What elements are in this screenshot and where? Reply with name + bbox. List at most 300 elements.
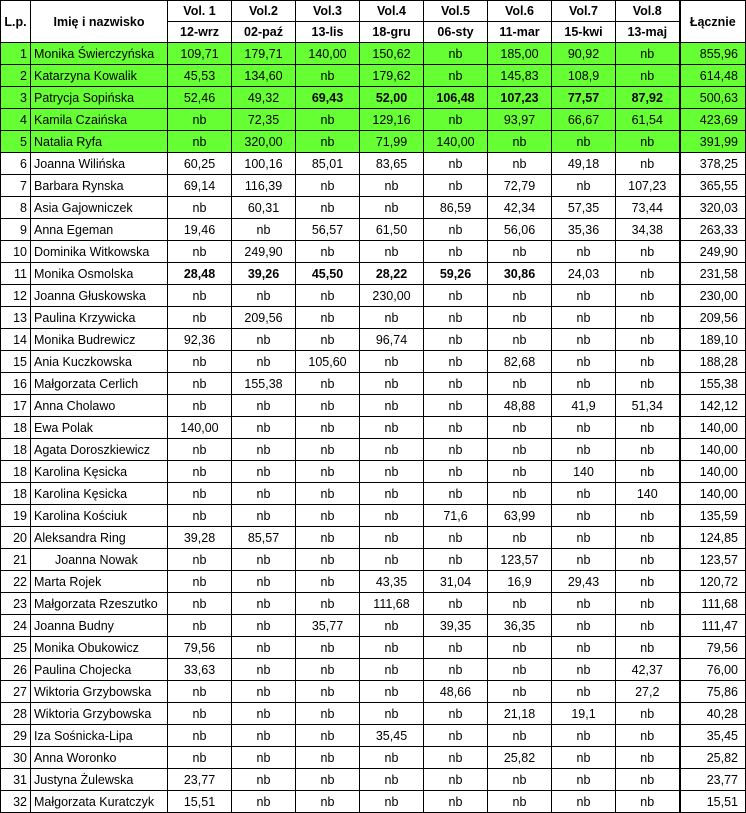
cell-total: 120,72 [680, 571, 746, 593]
table-row [1, 615, 746, 637]
cell-score: nb [616, 153, 680, 175]
header-date: 13-maj [616, 22, 680, 43]
cell-score: 179,62 [360, 65, 424, 87]
cell-total: 124,85 [680, 527, 746, 549]
cell-score: nb [168, 241, 232, 263]
cell-score: 79,56 [168, 637, 232, 659]
cell-score: nb [424, 439, 488, 461]
cell-score: 34,38 [616, 219, 680, 241]
cell-score: nb [296, 527, 360, 549]
cell-score: 90,92 [552, 43, 616, 65]
cell-score: 140 [552, 461, 616, 483]
cell-total: 500,63 [680, 87, 746, 109]
header-vol: Vol.4 [360, 1, 424, 22]
cell-score: nb [488, 593, 552, 615]
cell-score: nb [616, 615, 680, 637]
cell-score: 106,48 [424, 87, 488, 109]
cell-score: 109,71 [168, 43, 232, 65]
cell-score: nb [488, 417, 552, 439]
cell-score: 41,9 [552, 395, 616, 417]
cell-score: nb [360, 307, 424, 329]
cell-score: 72,79 [488, 175, 552, 197]
table-row [1, 373, 746, 395]
cell-score: nb [488, 637, 552, 659]
table-row [1, 791, 746, 813]
cell-score: nb [232, 747, 296, 769]
cell-score: nb [360, 241, 424, 263]
cell-score: 72,35 [232, 109, 296, 131]
cell-name: Paulina Krzywicka [31, 307, 168, 329]
header-vol: Vol.2 [232, 1, 296, 22]
table-row [1, 285, 746, 307]
cell-score: nb [168, 593, 232, 615]
cell-score: 43,35 [360, 571, 424, 593]
cell-score: 60,31 [232, 197, 296, 219]
cell-score: nb [296, 175, 360, 197]
cell-score: nb [296, 439, 360, 461]
cell-score: nb [296, 725, 360, 747]
cell-score: 61,50 [360, 219, 424, 241]
cell-score: 69,14 [168, 175, 232, 197]
cell-name: Anna Cholawo [31, 395, 168, 417]
cell-name: Karolina Kęsicka [31, 483, 168, 505]
cell-score: nb [296, 747, 360, 769]
cell-name: Małgorzata Kuratczyk [31, 791, 168, 813]
cell-score: nb [232, 703, 296, 725]
cell-score: nb [424, 395, 488, 417]
cell-score: nb [616, 417, 680, 439]
cell-score: 100,16 [232, 153, 296, 175]
cell-score: nb [488, 527, 552, 549]
table-row [1, 43, 746, 65]
cell-score: nb [616, 769, 680, 791]
cell-score: nb [232, 549, 296, 571]
cell-score: nb [360, 703, 424, 725]
header-date: 13-lis [296, 22, 360, 43]
cell-score: nb [488, 725, 552, 747]
cell-score: nb [488, 373, 552, 395]
cell-score: nb [168, 571, 232, 593]
cell-lp: 29 [1, 725, 31, 747]
cell-score: nb [424, 461, 488, 483]
cell-name: Małgorzata Rzeszutko [31, 593, 168, 615]
cell-lp: 11 [1, 263, 31, 285]
cell-score: nb [168, 373, 232, 395]
cell-score: nb [616, 131, 680, 153]
cell-lp: 1 [1, 43, 31, 65]
cell-total: 391,99 [680, 131, 746, 153]
table-row [1, 351, 746, 373]
table-row [1, 461, 746, 483]
cell-score: 87,92 [616, 87, 680, 109]
cell-name: Monika Obukowicz [31, 637, 168, 659]
cell-total: 135,59 [680, 505, 746, 527]
cell-score: 69,43 [296, 87, 360, 109]
cell-score: 45,50 [296, 263, 360, 285]
cell-score: 51,34 [616, 395, 680, 417]
cell-score: nb [616, 65, 680, 87]
cell-score: 107,23 [616, 175, 680, 197]
table-row [1, 417, 746, 439]
cell-score: nb [360, 373, 424, 395]
cell-name: Ewa Polak [31, 417, 168, 439]
cell-lp: 18 [1, 483, 31, 505]
cell-total: 79,56 [680, 637, 746, 659]
header-total: Łącznie [680, 1, 746, 43]
cell-lp: 27 [1, 681, 31, 703]
cell-score: nb [488, 241, 552, 263]
cell-score: nb [232, 725, 296, 747]
cell-score: nb [168, 747, 232, 769]
header-vol: Vol.7 [552, 1, 616, 22]
cell-score: nb [616, 637, 680, 659]
cell-lp: 28 [1, 703, 31, 725]
cell-name: Wiktoria Grzybowska [31, 681, 168, 703]
cell-score: 35,45 [360, 725, 424, 747]
header-date: 02-paź [232, 22, 296, 43]
cell-total: 76,00 [680, 659, 746, 681]
cell-total: 188,28 [680, 351, 746, 373]
cell-score: nb [360, 769, 424, 791]
cell-score: nb [296, 417, 360, 439]
cell-score: nb [296, 637, 360, 659]
cell-score: nb [168, 549, 232, 571]
table-row [1, 703, 746, 725]
cell-score: 49,18 [552, 153, 616, 175]
cell-lp: 32 [1, 791, 31, 813]
header-vol: Vol.8 [616, 1, 680, 22]
cell-total: 365,55 [680, 175, 746, 197]
cell-score: 140,00 [424, 131, 488, 153]
cell-name: Monika Osmolska [31, 263, 168, 285]
cell-score: 48,88 [488, 395, 552, 417]
cell-score: nb [552, 175, 616, 197]
cell-score: nb [488, 769, 552, 791]
cell-score: nb [552, 241, 616, 263]
cell-score: nb [424, 549, 488, 571]
cell-score: nb [488, 659, 552, 681]
cell-score: nb [424, 329, 488, 351]
cell-score: nb [360, 197, 424, 219]
cell-score: nb [488, 439, 552, 461]
cell-score: nb [232, 791, 296, 813]
cell-score: nb [360, 395, 424, 417]
cell-lp: 12 [1, 285, 31, 307]
cell-score: 71,99 [360, 131, 424, 153]
cell-score: nb [552, 483, 616, 505]
cell-score: nb [424, 285, 488, 307]
cell-score: nb [552, 549, 616, 571]
cell-score: 60,25 [168, 153, 232, 175]
cell-score: 52,00 [360, 87, 424, 109]
cell-score: nb [552, 329, 616, 351]
cell-score: nb [360, 461, 424, 483]
cell-name: Paulina Chojecka [31, 659, 168, 681]
cell-score: 39,26 [232, 263, 296, 285]
cell-score: 28,22 [360, 263, 424, 285]
cell-score: nb [232, 593, 296, 615]
cell-score: nb [616, 527, 680, 549]
cell-score: nb [552, 131, 616, 153]
table-row [1, 593, 746, 615]
cell-score: nb [232, 395, 296, 417]
cell-score: nb [552, 417, 616, 439]
cell-score: 29,43 [552, 571, 616, 593]
cell-lp: 18 [1, 417, 31, 439]
cell-score: 107,23 [488, 87, 552, 109]
cell-score: nb [296, 373, 360, 395]
cell-score: nb [296, 505, 360, 527]
cell-score: nb [360, 483, 424, 505]
cell-score: 93,97 [488, 109, 552, 131]
cell-lp: 17 [1, 395, 31, 417]
cell-score: nb [296, 307, 360, 329]
cell-score: nb [488, 461, 552, 483]
cell-score: nb [424, 241, 488, 263]
cell-name: Karolina Kęsicka [31, 461, 168, 483]
cell-total: 209,56 [680, 307, 746, 329]
cell-score: nb [296, 483, 360, 505]
cell-score: nb [424, 791, 488, 813]
table-row [1, 109, 746, 131]
cell-total: 142,12 [680, 395, 746, 417]
cell-score: 57,35 [552, 197, 616, 219]
cell-score: nb [296, 395, 360, 417]
cell-score: nb [616, 43, 680, 65]
cell-score: nb [360, 351, 424, 373]
table-row [1, 65, 746, 87]
table-row [1, 681, 746, 703]
cell-name: Wiktoria Grzybowska [31, 703, 168, 725]
cell-score: nb [424, 219, 488, 241]
cell-score: 52,46 [168, 87, 232, 109]
cell-score: nb [552, 373, 616, 395]
cell-score: nb [616, 351, 680, 373]
cell-score: 249,90 [232, 241, 296, 263]
cell-score: nb [488, 329, 552, 351]
cell-score: nb [360, 681, 424, 703]
cell-total: 263,33 [680, 219, 746, 241]
table-row [1, 307, 746, 329]
table-row [1, 747, 746, 769]
cell-total: 140,00 [680, 417, 746, 439]
cell-lp: 19 [1, 505, 31, 527]
cell-score: 129,16 [360, 109, 424, 131]
header-lp: L.p. [1, 1, 31, 43]
cell-lp: 6 [1, 153, 31, 175]
cell-score: 56,57 [296, 219, 360, 241]
cell-lp: 18 [1, 439, 31, 461]
table-row [1, 571, 746, 593]
cell-score: 42,34 [488, 197, 552, 219]
cell-score: nb [424, 725, 488, 747]
cell-name: Monika Budrewicz [31, 329, 168, 351]
cell-score: nb [296, 241, 360, 263]
cell-score: nb [424, 637, 488, 659]
cell-score: nb [552, 505, 616, 527]
cell-score: nb [488, 307, 552, 329]
cell-name: Małgorzata Cerlich [31, 373, 168, 395]
cell-score: nb [296, 659, 360, 681]
cell-score: 21,18 [488, 703, 552, 725]
cell-total: 123,57 [680, 549, 746, 571]
cell-score: nb [552, 747, 616, 769]
cell-score: nb [296, 593, 360, 615]
cell-score: 85,01 [296, 153, 360, 175]
cell-name: Karolina Kościuk [31, 505, 168, 527]
cell-score: 15,51 [168, 791, 232, 813]
cell-lp: 25 [1, 637, 31, 659]
cell-score: 111,68 [360, 593, 424, 615]
cell-score: nb [232, 219, 296, 241]
cell-total: 15,51 [680, 791, 746, 813]
table-row [1, 549, 746, 571]
table-row [1, 527, 746, 549]
cell-total: 614,48 [680, 65, 746, 87]
header-vol: Vol.3 [296, 1, 360, 22]
cell-score: nb [488, 285, 552, 307]
cell-name: Ania Kuczkowska [31, 351, 168, 373]
cell-name: Marta Rojek [31, 571, 168, 593]
cell-score: nb [360, 659, 424, 681]
cell-score: nb [616, 307, 680, 329]
cell-total: 189,10 [680, 329, 746, 351]
cell-score: nb [552, 439, 616, 461]
cell-score: nb [488, 153, 552, 175]
cell-lp: 13 [1, 307, 31, 329]
cell-score: nb [360, 747, 424, 769]
cell-score: 39,28 [168, 527, 232, 549]
cell-name: Anna Woronko [31, 747, 168, 769]
cell-score: 155,38 [232, 373, 296, 395]
cell-name: Joanna Głuskowska [31, 285, 168, 307]
cell-name: Justyna Żulewska [31, 769, 168, 791]
cell-score: 140 [616, 483, 680, 505]
cell-score: nb [232, 329, 296, 351]
cell-score: nb [552, 769, 616, 791]
cell-name: Barbara Rynska [31, 175, 168, 197]
cell-score: nb [296, 285, 360, 307]
cell-total: 140,00 [680, 439, 746, 461]
cell-score: nb [168, 505, 232, 527]
cell-score: 30,86 [488, 263, 552, 285]
cell-score: nb [424, 351, 488, 373]
cell-score: 24,03 [552, 263, 616, 285]
cell-score: nb [424, 593, 488, 615]
cell-score: nb [424, 659, 488, 681]
cell-score: nb [232, 571, 296, 593]
cell-score: 92,36 [168, 329, 232, 351]
cell-score: 83,65 [360, 153, 424, 175]
cell-score: nb [360, 791, 424, 813]
cell-score: nb [168, 439, 232, 461]
cell-score: 19,1 [552, 703, 616, 725]
cell-total: 40,28 [680, 703, 746, 725]
table-row [1, 241, 746, 263]
cell-score: nb [360, 175, 424, 197]
cell-score: nb [168, 395, 232, 417]
cell-score: 48,66 [424, 681, 488, 703]
cell-lp: 15 [1, 351, 31, 373]
cell-score: 16,9 [488, 571, 552, 593]
cell-lp: 30 [1, 747, 31, 769]
cell-score: 35,77 [296, 615, 360, 637]
cell-lp: 16 [1, 373, 31, 395]
cell-total: 140,00 [680, 461, 746, 483]
cell-score: nb [360, 505, 424, 527]
cell-score: nb [296, 461, 360, 483]
cell-lp: 18 [1, 461, 31, 483]
cell-score: nb [616, 285, 680, 307]
cell-score: nb [424, 175, 488, 197]
cell-name: Agata Doroszkiewicz [31, 439, 168, 461]
cell-score: nb [360, 417, 424, 439]
cell-score: 140,00 [296, 43, 360, 65]
cell-score: 66,67 [552, 109, 616, 131]
cell-score: nb [296, 197, 360, 219]
cell-score: nb [296, 329, 360, 351]
cell-score: 77,57 [552, 87, 616, 109]
cell-score: nb [360, 615, 424, 637]
cell-score: 140,00 [168, 417, 232, 439]
cell-total: 111,68 [680, 593, 746, 615]
cell-score: 23,77 [168, 769, 232, 791]
cell-score: nb [616, 791, 680, 813]
cell-name: Natalia Ryfa [31, 131, 168, 153]
header-vol: Vol.5 [424, 1, 488, 22]
cell-lp: 3 [1, 87, 31, 109]
table-row [1, 87, 746, 109]
cell-score: nb [168, 197, 232, 219]
cell-name: Joanna Wilińska [31, 153, 168, 175]
cell-score: 45,53 [168, 65, 232, 87]
cell-score: 85,57 [232, 527, 296, 549]
table-row [1, 131, 746, 153]
table-row [1, 395, 746, 417]
cell-lp: 9 [1, 219, 31, 241]
cell-score: nb [296, 131, 360, 153]
cell-lp: 8 [1, 197, 31, 219]
cell-score: 42,37 [616, 659, 680, 681]
cell-score: nb [232, 769, 296, 791]
cell-score: nb [424, 43, 488, 65]
table-row [1, 483, 746, 505]
cell-score: 185,00 [488, 43, 552, 65]
cell-score: nb [616, 241, 680, 263]
header-date: 06-sty [424, 22, 488, 43]
cell-score: nb [232, 351, 296, 373]
cell-score: 27,2 [616, 681, 680, 703]
cell-score: nb [616, 505, 680, 527]
cell-score: nb [616, 329, 680, 351]
cell-score: nb [616, 725, 680, 747]
cell-lp: 24 [1, 615, 31, 637]
cell-score: nb [296, 703, 360, 725]
cell-score: nb [424, 153, 488, 175]
cell-score: nb [616, 373, 680, 395]
cell-score: nb [168, 681, 232, 703]
cell-score: nb [360, 549, 424, 571]
cell-score: nb [552, 791, 616, 813]
cell-score: 150,62 [360, 43, 424, 65]
cell-score: nb [552, 307, 616, 329]
cell-lp: 20 [1, 527, 31, 549]
cell-score: nb [296, 769, 360, 791]
cell-total: 140,00 [680, 483, 746, 505]
cell-score: nb [424, 769, 488, 791]
cell-score: nb [616, 263, 680, 285]
cell-name: Asia Gajowniczek [31, 197, 168, 219]
